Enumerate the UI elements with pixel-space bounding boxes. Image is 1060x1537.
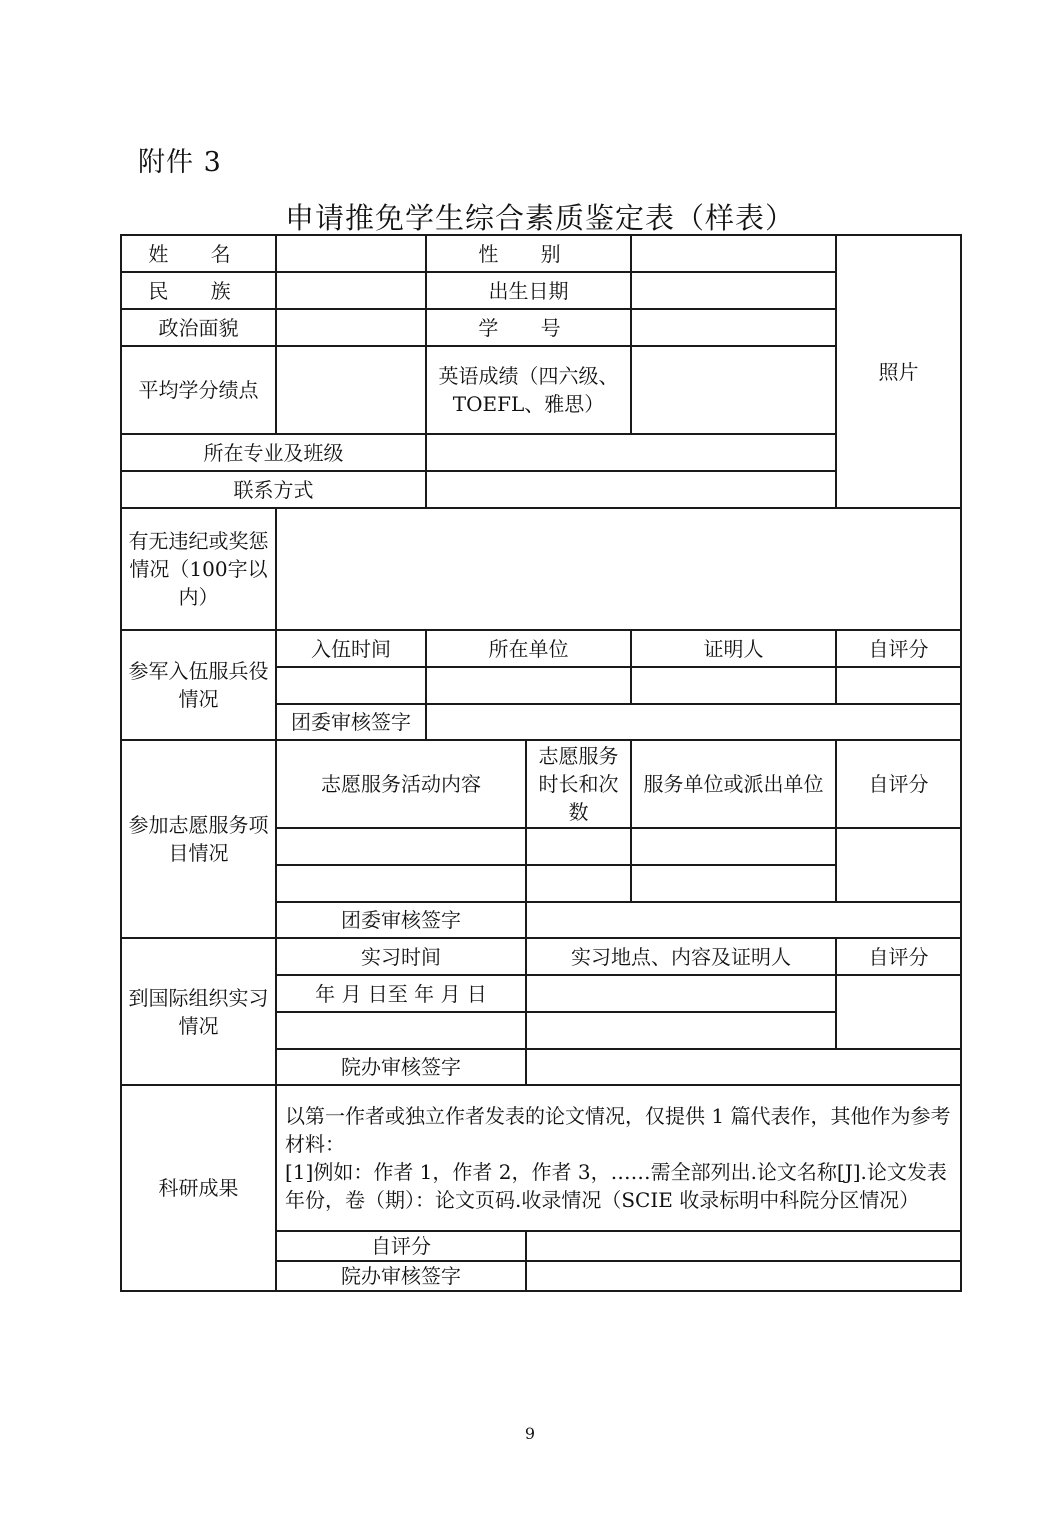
intl-date-range-field[interactable]: 年 月 日至 年 月 日 [276, 975, 526, 1012]
gender-label: 性 别 [426, 235, 631, 272]
intl-place-field-2[interactable] [526, 1012, 836, 1049]
birth-date-field[interactable] [631, 272, 836, 309]
gender-field[interactable] [631, 235, 836, 272]
page-number: 9 [524, 1424, 536, 1443]
volunteer-score-field[interactable] [836, 828, 961, 902]
volunteer-unit-field-1[interactable] [631, 828, 836, 865]
ethnicity-field[interactable] [276, 272, 426, 309]
political-status-label: 政治面貌 [121, 309, 276, 346]
intl-internship-label: 到国际组织实习情况 [121, 938, 276, 1085]
major-class-label: 所在专业及班级 [121, 434, 426, 471]
evaluation-form-table [120, 234, 962, 1292]
birth-date-label: 出生日期 [426, 272, 631, 309]
volunteer-unit-field-2[interactable] [631, 865, 836, 902]
military-witness-header: 证明人 [631, 630, 836, 667]
military-score-field[interactable] [836, 667, 961, 704]
contact-label: 联系方式 [121, 471, 426, 508]
english-score-label: 英语成绩（四六级、TOEFL、雅思） [426, 346, 631, 434]
gpa-field[interactable] [276, 346, 426, 434]
research-example: [1]例如：作者 1，作者 2，作者 3，……需全部列出.论文名称[J].论文发表年份，卷（期）：论文页码.收录情况（SCIE 收录标明中科院分区情况） [285, 1160, 947, 1212]
major-class-field[interactable] [426, 434, 836, 471]
gpa-label: 平均学分绩点 [121, 346, 276, 434]
military-time-header: 入伍时间 [276, 630, 426, 667]
research-sign-label: 院办审核签字 [276, 1261, 526, 1291]
volunteer-content-header: 志愿服务活动内容 [276, 740, 526, 828]
volunteer-content-field-1[interactable] [276, 828, 526, 865]
english-score-field[interactable] [631, 346, 836, 434]
military-score-header: 自评分 [836, 630, 961, 667]
student-id-field[interactable] [631, 309, 836, 346]
ethnicity-label: 民 族 [121, 272, 276, 309]
form-title: 申请推免学生综合素质鉴定表（样表） [284, 201, 795, 235]
military-witness-field[interactable] [631, 667, 836, 704]
student-id-label: 学 号 [426, 309, 631, 346]
research-instruction: 以第一作者或独立作者发表的论文情况，仅提供 1 篇代表作，其他作为参考材料： [285, 1104, 951, 1156]
discipline-label: 有无违纪或奖惩情况（100字以内） [121, 508, 276, 630]
name-field[interactable] [276, 235, 426, 272]
research-description[interactable] [276, 1085, 961, 1231]
military-unit-field[interactable] [426, 667, 631, 704]
attachment-label: 附件 3 [138, 147, 222, 178]
research-self-score-field[interactable] [526, 1231, 961, 1261]
military-sign-field[interactable] [426, 704, 961, 740]
volunteer-score-header: 自评分 [836, 740, 961, 828]
intl-score-field[interactable] [836, 975, 961, 1049]
military-sign-label: 团委审核签字 [276, 704, 426, 740]
volunteer-hours-field-1[interactable] [526, 828, 631, 865]
political-status-field[interactable] [276, 309, 426, 346]
research-label: 科研成果 [121, 1085, 276, 1291]
military-unit-header: 所在单位 [426, 630, 631, 667]
intl-time-header: 实习时间 [276, 938, 526, 975]
volunteer-hours-header: 志愿服务时长和次数 [526, 740, 631, 828]
research-sign-field[interactable] [526, 1261, 961, 1291]
intl-time-field-2[interactable] [276, 1012, 526, 1049]
intl-place-field-1[interactable] [526, 975, 836, 1012]
volunteer-hours-field-2[interactable] [526, 865, 631, 902]
volunteer-sign-field[interactable] [526, 902, 961, 938]
discipline-field[interactable] [276, 508, 961, 630]
intl-sign-field[interactable] [526, 1049, 961, 1085]
military-time-field[interactable] [276, 667, 426, 704]
intl-score-header: 自评分 [836, 938, 961, 975]
photo-cell[interactable]: 照片 [836, 235, 961, 508]
volunteer-sign-label: 团委审核签字 [276, 902, 526, 938]
intl-sign-label: 院办审核签字 [276, 1049, 526, 1085]
volunteer-unit-header: 服务单位或派出单位 [631, 740, 836, 828]
intl-place-header: 实习地点、内容及证明人 [526, 938, 836, 975]
military-label: 参军入伍服兵役情况 [121, 630, 276, 740]
contact-field[interactable] [426, 471, 836, 508]
volunteer-content-field-2[interactable] [276, 865, 526, 902]
name-label: 姓 名 [121, 235, 276, 272]
volunteer-label: 参加志愿服务项目情况 [121, 740, 276, 938]
research-self-score-label: 自评分 [276, 1231, 526, 1261]
